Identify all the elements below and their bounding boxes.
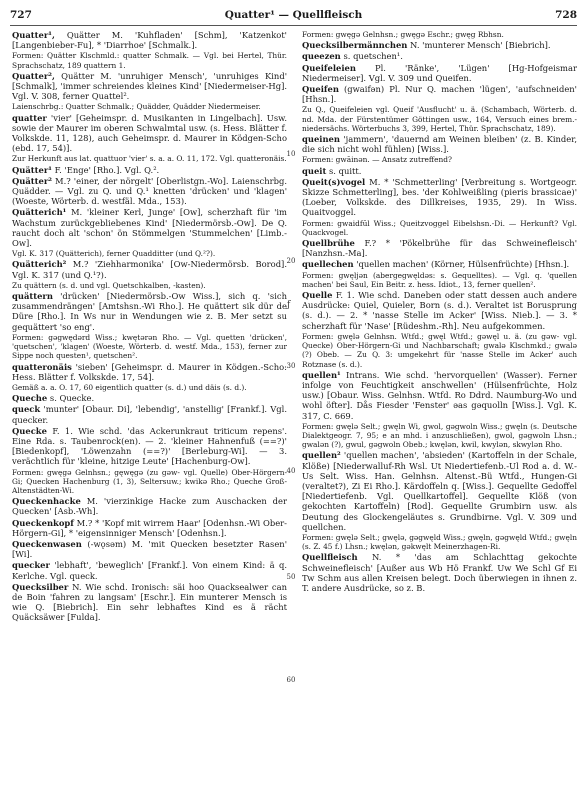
dictionary-entry xyxy=(12,426,287,467)
line-number: 50 xyxy=(286,573,296,581)
entry-text: Pl. 'Ränke', 'Lügen' [Hg-Hofgeismar Niedermeiser]. Vgl. V. 309 und Queifen. xyxy=(302,62,577,83)
dictionary-entry xyxy=(12,281,287,290)
dictionary-entry xyxy=(302,51,577,61)
entry-headword: quatteronäis xyxy=(12,361,72,372)
entry-headword: quättern xyxy=(12,291,53,302)
dictionary-entry xyxy=(12,259,287,279)
entry-text: s. quitt. xyxy=(326,165,362,176)
entry-headword: Queifeleien xyxy=(302,62,356,73)
dictionary-entry xyxy=(12,113,287,154)
dictionary-entry xyxy=(302,166,577,176)
dictionary-entry xyxy=(12,176,287,207)
dictionary-entry xyxy=(302,370,577,421)
entry-headword: quecker xyxy=(12,560,50,571)
entry-text: Formen: gwaidfūl Wiss.; Queitzvoggel Eibelshsn.-Di. — Herkunft? Vgl. Quackvogel. xyxy=(302,218,577,237)
entry-text: Zu Q., Queifeleien vgl. Queif 'Ausflucht' u. ä. (Schambach, Wörterb. d. nd. Mda. der Fürstentümer Göttingen usw., 164, Versuch eines brem.-niedersächs. Wörterbuchs 3, 399, Hertel, Thür. Sprachschatz, 189). xyxy=(302,105,577,133)
entry-headword: queit xyxy=(302,165,327,176)
dictionary-entry xyxy=(12,582,287,623)
entry-headword: Quätterich¹ xyxy=(12,207,67,218)
entry-headword: Quätterich² xyxy=(12,259,67,270)
entry-text: F. 1. Wie schd. Daneben oder statt dessen auch andere Ausdrücke: Quiel, Quieler, Born (s. d.). Veraltet ist Borusprung (s. d.). — 2. * 'nasse Stelle im Acker' [Wiss. Nieb.]. — 3. * scherzhaft für 'Nase' [Rüdeshm.-Rh]. Neu aufgekommen. xyxy=(302,290,577,331)
entry-text: F.? * 'Pökelbrühe für das Schweinefleisch' [Nanzhsn.-Ma]. xyxy=(302,238,577,259)
entry-headword: Quätter¹ xyxy=(12,164,52,175)
entry-text: Formen: gwāinən. — Ansatz zutreffend? xyxy=(302,155,452,165)
dictionary-entry xyxy=(12,71,287,102)
dictionary-entry xyxy=(302,552,577,593)
dictionary-entry xyxy=(302,84,577,104)
entry-headword: queck xyxy=(12,404,41,415)
entry-text: 'vier' [Geheimspr. d. Musikanten in Lingelbach]. Usw. sowie der Maurer im oberen Schwalmtal usw. (s. Hess. Blätter f. Volkskde. 11, 128), auch Geheimspr. d. Maurer in Ködgen-Scho (ebd. 17, 54)]. xyxy=(12,112,287,154)
entry-text: M.? 'einer, der nörgelt' [Oberlistgn.-Wo]. Laienschrbg. Quädder. — Vgl. zu Q. und Q.¹ knetten 'drücken' und 'klagen' (Woeste, Wörterb. d. westfäl. Mda., 153). xyxy=(12,175,287,207)
entry-text: F. 'Enge' [Rho.]. Vgl. Q.². xyxy=(51,164,160,175)
entry-text: Formen: gwęljən (abergegwęldəs: s. Gequelltes). — Vgl. q. 'quellen machen' bei Saul, Ein Beitr. z. hess. Idiot., 13, ferner quellen². xyxy=(302,270,577,289)
entry-headword: queezen xyxy=(302,51,341,62)
page-header xyxy=(10,9,577,23)
page-number-left: 727 xyxy=(10,9,32,21)
dictionary-entry xyxy=(12,154,287,163)
entry-text: Gemäß a. a. O. 17, 60 eigentlich quatter (s. d.) und däis (s. d.). xyxy=(12,382,247,392)
dictionary-entry xyxy=(12,560,287,580)
dictionary-entry xyxy=(12,333,287,361)
dictionary-entry xyxy=(302,259,577,269)
entry-headword: Quellfleisch xyxy=(302,552,358,563)
dictionary-entry xyxy=(302,30,577,39)
line-number: 20 xyxy=(286,257,296,265)
dictionary-entry xyxy=(302,332,577,369)
page-number-right: 728 xyxy=(555,9,577,21)
dictionary-entry xyxy=(12,207,287,248)
dictionary-entry xyxy=(302,63,577,83)
dictionary-entry xyxy=(12,404,287,424)
entry-headword: Queche xyxy=(12,393,48,404)
entry-text: Formen: gwęgə Gelnhsn.; gęwęgə (zu gəw- vgl. Quelle) Ober-Hörgern-Gi; Quecken Hachenburg (1, 3), Seltersuw.; kwikə Rho.; Queche Groß-Altenstädten-Wi. xyxy=(12,467,287,495)
entry-headword: Queckenhacke xyxy=(12,496,81,507)
entry-text: Quätter M. 'Kuhfladen' [Schm], 'Katzenkot' [Langenbieber-Fu], * 'Diarrhoe' [Schmalk.]. xyxy=(12,30,287,51)
entry-text: M. 'kleiner Kerl, Junge' [Ow], scherzhaft für 'im Wachstum zurückgebliebenes Kind' [Niedermörsb.-Ow]. De Q. raucht doch alt 'schon' ön Stömmelgen 'Stummelchen' [Limb.-Ow]. xyxy=(12,207,287,249)
left-column xyxy=(12,30,287,792)
entry-text: s. quetschen¹. xyxy=(340,51,403,62)
entry-text: 'jammern', 'dauernd am Weinen bleiben' (z. B. Kinder, die sich nicht wohl fühlen) [Wiss.]. xyxy=(302,134,577,155)
dictionary-entry xyxy=(302,450,577,532)
dictionary-entry xyxy=(302,238,577,258)
entry-text: (gwaifən) Pl. Nur Q. machen 'lügen', 'aufschneiden' [Hhsn.]. xyxy=(302,84,577,105)
entry-headword: Queifen xyxy=(302,84,339,95)
entry-text: M. 'vierzinkige Hacke zum Auschacken der Quecken' [Asb.-Wh]. xyxy=(12,496,287,517)
dictionary-entry xyxy=(302,219,577,237)
entry-text: F. 1. Wie schd. 'das Ackerunkraut triticum repens'. Eine Rda. s. Taubenrock(en). — 2. 'kleiner Hahnenfuß (==?)' [Biedenkopf], 'Löwenzahn (==?)' [Berleburg-Wi]. — 3. verächtlich für 'kleine, hitzige Leute' [Hachenburg-Ow]. xyxy=(12,425,287,467)
entry-text: N. Wie schd. Ironisch: säi hoo Quacksealwer can de Boin 'fahren zu langsam' [Eschr.]. Ein munterer Mensch is wie Q. [Biebrich]. Ein sehr lebhaftes Kind es ä rächt Quäcksäwer [Fulda]. xyxy=(12,581,287,623)
entry-text: M.? 'Ziehharmonika' [Ow-Niedermörsb. Borod]. Vgl. K. 317 (und Q.¹?). xyxy=(12,259,287,280)
line-number: 60 xyxy=(286,676,296,684)
entry-headword: Queit(s)vogel xyxy=(302,176,366,187)
entry-headword: Quecke xyxy=(12,425,47,436)
dictionary-entry xyxy=(12,383,287,392)
line-number: 10 xyxy=(286,150,296,158)
entry-text: s. Quecke. xyxy=(47,393,95,404)
dictionary-entry xyxy=(302,105,577,133)
entry-headword: quellechen xyxy=(302,259,354,270)
entry-text: 'drücken' [Niedermörsb.-Ow Wiss.], sich q. 'sich zusammendrängen' [Amtshsn.-Wi Rho.]. He quättert sik dür de Düre [Rho.]. In Ws nur in Wendungen wie z. B. Mer setzt su gequättert 'so eng'. xyxy=(12,291,287,332)
entry-text: 'sieben' [Geheimspr. d. Maurer in Ködgen.-Scho: Hess. Blätter f. Volkskde. 17, 54]. xyxy=(12,361,287,382)
entry-text: Zur Herkunft aus lat. quattuor 'vier' s. a. a. O. 11, 172. Vgl. quatteronäis. xyxy=(12,154,287,164)
entry-headword: quatter xyxy=(12,112,47,123)
dictionary-entry xyxy=(302,422,577,450)
entry-text: Formen: gəgwędərd Wiss.; kwętərən Rho. — Vgl. quetten 'drücken', 'quetschen', 'klagen' (Woeste, Wörterb. d. westf. Mda., 153), ferner zur Sippe noch questen¹, quetschen². xyxy=(12,332,287,361)
entry-text: (-wǫsəm) M. 'mit Quecken besetzter Rasen' [Wi]. xyxy=(12,538,287,560)
dictionary-entry xyxy=(302,40,577,50)
entry-text: 'quellen machen', 'absieden' (Kartoffeln in der Schale, Klöße) [Niederwalluf-Rh Wsl. Ut Niedertiefenb.-Ul Rod a. d. W.-Us Selt. Wiss. Han. Gelnhsn. Altenst.-Bü Wtfd., Hungen-Gi (veraltet?), Zi Ei Rho.]. Kärdoffeln q. [Wiss.]. Gequellte Gedoffel [Niedertiefenb. Vgl. Quellkartoffel]. Gequellte Klöß (von gekochten Kartoffeln) [Rod]. Gequellte Grumbirn usw. als Deutung des Glockengeläutes s. Grundbirne. Vgl. V. 309 und quellchen. xyxy=(302,450,577,532)
entry-headword: quellen¹ xyxy=(302,369,341,380)
entry-headword: quellen² xyxy=(302,450,341,461)
entry-text: 'quellen machen' (Körner, Hülsenfrüchte) [Hhsn.]. xyxy=(353,259,570,270)
entry-text: Laienschrbg.: Quatter Schmalk.; Quädder, Quädder Niedermeiser. xyxy=(12,102,261,112)
right-column xyxy=(302,30,577,792)
entry-text: M.? * 'Kopf mit wirrem Haar' [Odenhsn.-Wi Ober-Hörgern-Gi], * 'eigensinniger Mensch' [Odenhsn.]. xyxy=(12,517,287,538)
dictionary-entry xyxy=(12,468,287,496)
entry-text: Formen: Quätter Klschmld.: quatter Schmalk. — Vgl. bei Hertel, Thür. Sprachschatz, 189 quattern 1. xyxy=(12,51,287,70)
dictionary-entry xyxy=(302,533,577,551)
dictionary-entry xyxy=(12,165,287,175)
dictionary-entry xyxy=(302,271,577,289)
entry-text: Formen: gwęgə Gelnhsn.; gwęgə Eschr.; gwęg Rbhsn. xyxy=(302,30,504,39)
entry-headword: Quelle xyxy=(302,290,333,301)
entry-text: Quätter M. 'unruhiger Mensch', 'unruhiges Kind' [Schmalk], 'immer schreiendes kleines Kind' [Niedermeiser-Hg]. Vgl. V. 308, ferner Quattel². xyxy=(12,70,287,102)
entry-text: Intrans. Wie schd. 'hervorquellen' (Wasser). Ferner infolge von Feuchtigkeit anschwellen' (Hülsenfrüchte, Holz usw.) [Obaur. Wiss. Gelnhsn. Wtfd. Ro Ddrd. Naumburg-Wo und wohl öfter]. Dås Fiesder 'Fenster' əas gəquolln [Wiss.]. Vgl. K. 317, C. 669. xyxy=(302,369,577,421)
dictionary-entry xyxy=(12,539,287,559)
line-number: 40 xyxy=(286,467,296,475)
entry-headword: Quätter² xyxy=(12,175,52,186)
entry-headword: Quecksilbermännchen xyxy=(302,40,408,51)
dictionary-entry xyxy=(12,102,287,111)
running-title: Quatter¹ — Quellfleisch xyxy=(224,9,363,21)
dictionary-entry xyxy=(12,30,287,50)
line-number: 30 xyxy=(286,362,296,370)
entry-headword: Quatter¹, xyxy=(12,30,55,40)
entry-text: Vgl. K. 317 (Quätterich), ferner Quadditter (und Q.²?). xyxy=(12,249,216,259)
entry-text: Zu quättern (s. d. und vgl. Quetschkalben, -kasten). xyxy=(12,280,206,290)
entry-text: Formen: gwęlə Gelnhsn. Wtfd.; gwęl Wtfd.; gəwęl u. ä. (zu gəw- vgl. Quecke) Ober-Hörgern-Gi und Nachbarschaft; gwalə Klschmkd.; gwalə (?) Obeb. — Zu Q. 3: umgekehrt für 'nasse Stelle im Acker' auch Rotznase (s. d.). xyxy=(302,331,577,369)
entry-headword: Quatter², xyxy=(12,70,55,81)
entry-text: Formen: gwęlə Selt.; gwęlə, gəgwęld Wiss.; gwęln, gəgwęld Wtfd.; gwęln (s. Z. 45 f.) Lhsn.; kwęlən, gəkwęlt Meinerzhagen-Ri. xyxy=(302,532,577,552)
dictionary-entry xyxy=(12,249,287,258)
entry-headword: Queckenkopf xyxy=(12,517,74,528)
dictionary-entry xyxy=(12,393,287,403)
entry-headword: Quecksilber xyxy=(12,581,69,592)
margin-mark: ƒ xyxy=(287,300,291,310)
dictionary-entry xyxy=(12,362,287,382)
dictionary-entry xyxy=(12,496,287,516)
dictionary-entry xyxy=(302,177,577,218)
dictionary-entry xyxy=(12,51,287,69)
dictionary-entry xyxy=(302,155,577,164)
entry-text: Formen: gwęlə Selt.; gwęln Wi, gwol, gəgwoln Wiss.; gwęln (s. Deutsche Dialektgeogr. 7, 95; e an mhd. i anzuschließen), gwol, gəgwoln Lhsn.; gwalən (?), gwul, gəgwoln Obeb.; kwęlən, kwil, kwylən, skwylən Rho. xyxy=(302,421,577,450)
entry-text: N. 'munterer Mensch' [Biebrich]. xyxy=(407,40,551,51)
header-rule xyxy=(10,25,577,26)
entry-headword: queinen xyxy=(302,134,340,145)
entry-text: 'lebhaft', 'beweglich' [Frankf.]. Von einem Kind: ä q. Kerlche. Vgl. queck. xyxy=(12,560,287,581)
dictionary-entry xyxy=(12,291,287,332)
entry-text: N. * 'das am Schlachttag gekochte Schweinefleisch' [Außer aus Wb Hö Frankf. Uw We Schl Gf Ei Tw Schm aus allen Kreisen belegt. Doch überwiegen in ihnen z. T. andere Ausdrücke, so z. B. xyxy=(302,552,577,593)
entry-headword: Quellbrühe xyxy=(302,238,355,249)
dictionary-entry xyxy=(302,290,577,331)
entry-text: M. * 'Schmetterling' [Verbreitung s. Wortgeogr. Skizze Schmetterling], bes. 'der Kohlweißling (pieris brassicae)' (Loeber, Volkskde. des Dillkreises, 1935, 29). In Wiss. Quaitvoggel. xyxy=(302,176,577,218)
entry-text: 'munter' [Obaur. Di], 'lebendig', 'anstellig' [Frankf.]. Vgl. quecker. xyxy=(12,404,287,425)
entry-headword: Queckenwasen xyxy=(12,538,82,549)
dictionary-entry xyxy=(12,518,287,538)
dictionary-entry xyxy=(302,134,577,154)
